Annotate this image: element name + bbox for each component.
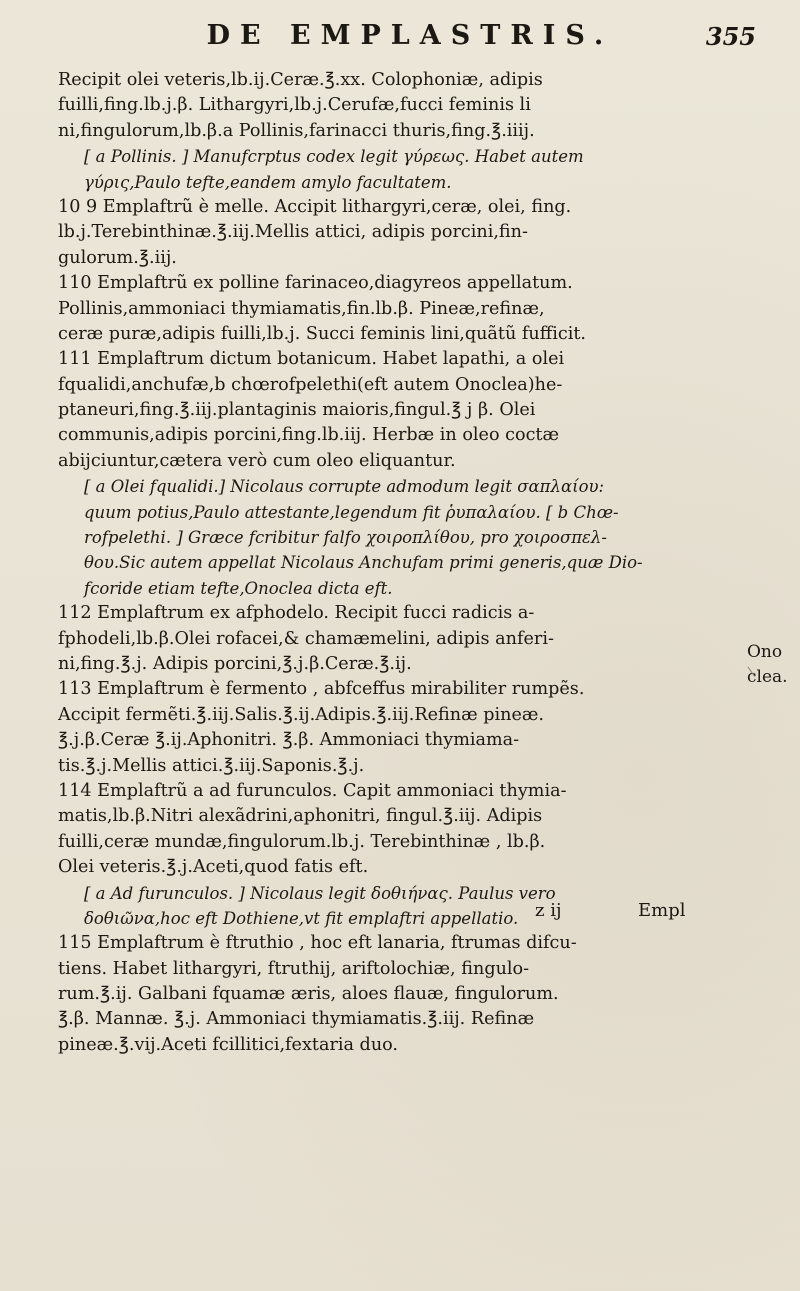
- annotation-line: γύρις,Paulo tefte,eandem amylo facultatem.: [84, 172, 452, 192]
- catchword: Empl: [638, 900, 686, 921]
- text-line: fphodeli,lb.β.Olei rofacei,& chamæmelini, adipis anferi-: [58, 628, 554, 649]
- annotation-line: δοθιῶνα,hoc eft Dothiene,vt fit emplaftri appellatio.: [84, 908, 519, 928]
- running-head: DE EMPLASTRIS.: [206, 20, 614, 51]
- annotation-line: θου.Sic autem appellat Nicolaus Anchufam primi generis,quæ Dio-: [84, 553, 643, 573]
- text-line: Accipit fermẽti.℥.iij.Salis.℥.ij.Adipis.℥.iij.Refinæ pineæ.: [58, 704, 544, 725]
- text-line: ni,fingulorum,lb.β.a Pollinis,farinacci thuris,fing.℥.iiij.: [58, 120, 535, 141]
- text-line: fqualidi,anchufæ,b chœrofpelethi(eft autem Onoclea)he-: [58, 374, 563, 395]
- text-line: ptaneuri,fing.℥.iij.plantaginis maioris,fingul.℥ j β. Olei: [58, 400, 536, 421]
- annotation-line: fcoride etiam tefte,Onoclea dicta eft.: [84, 578, 393, 598]
- text-line: 110 Emplaftrũ ex polline farinaceo,diagyreos appellatum.: [58, 273, 573, 294]
- text-line: gulorum.℥.iij.: [58, 247, 177, 268]
- margin-note: Ono clea.: [747, 642, 788, 687]
- annotation-line: [ a Olei fqualidi.] Nicolaus corrupte admodum legit σαπλαίου:: [84, 477, 605, 497]
- annotation-line: rofpelethi. ] Græce fcribitur falfo χοιροπλίθου, pro χοιροσπελ-: [84, 528, 607, 548]
- text-line: fuilli,ceræ mundæ,fingulorum.lb.j. Terebinthinæ , lb.β.: [58, 831, 546, 852]
- text-line: 113 Emplaftrum è fermento , abfceffus mirabiliter rumpẽs.: [58, 679, 585, 700]
- text-line: ni,fing.℥.j. Adipis porcini,℥.j.β.Ceræ.℥.ij.: [58, 653, 412, 674]
- text-line: tis.℥.j.Mellis attici.℥.iij.Saponis.℥.j.: [58, 755, 365, 776]
- text-line: Recipit olei veteris,lb.ij.Ceræ.℥.xx. Colophoniæ, adipis: [58, 70, 543, 90]
- text-line: Olei veteris.℥.j.Aceti,quod fatis eft.: [58, 857, 369, 878]
- text-line: pineæ.℥.vij.Aceti fcillitici,fextaria duo.: [58, 1034, 399, 1055]
- text-line: 114 Emplaftrũ a ad furunculos. Capit ammoniaci thymia-: [58, 780, 567, 801]
- text-line: 111 Emplaftrum dictum botanicum. Habet lapathi, a olei: [58, 349, 565, 370]
- text-line: ℥.j.β.Ceræ ℥.ij.Aphonitri. ℥.β. Ammoniaci thymiama-: [58, 730, 520, 751]
- page-number: 355: [705, 22, 756, 51]
- signature-mark: z ij: [535, 900, 562, 921]
- text-line: lb.j.Terebinthinæ.℥.iij.Mellis attici, adipis porcini,fin-: [58, 222, 528, 243]
- text-line: Pollinis,ammoniaci thymiamatis,fin.lb.β. Pineæ,refinæ,: [58, 298, 545, 319]
- text-line: communis,adipis porcini,fing.lb.iij. Herbæ in oleo coctæ: [58, 425, 560, 446]
- text-line: tiens. Habet lithargyri, ftruthij, ariftolochiæ, fingulo-: [58, 958, 530, 979]
- text-line: 115 Emplaftrum è ftruthio , hoc eft lanaria, ftrumas difcu-: [58, 933, 577, 954]
- catchwords-line: [58, 900, 753, 926]
- page-header: [60, 20, 760, 60]
- text-line: matis,lb.β.Nitri alexãdrini,aphonitri, fingul.℥.iij. Adipis: [58, 806, 543, 827]
- text-line: 112 Emplaftrum ex afphodelo. Recipit fucci radicis a-: [58, 603, 535, 624]
- annotation-line: quum potius,Paulo attestante,legendum fit ῥυπαλαίου. [ b Chœ-: [84, 502, 619, 522]
- annotation-line: [ a Pollinis. ] Manufcrptus codex legit γύρεως. Habet autem: [84, 147, 584, 167]
- text-line: abijciuntur,cætera verò cum oleo eliquantur.: [58, 450, 456, 471]
- text-line: rum.℥.ij. Galbani fquamæ æris, aloes flauæ, fingulorum.: [58, 984, 559, 1005]
- text-line: ceræ puræ,adipis fuilli,lb.j. Succi feminis lini,quãtũ fufficit.: [58, 323, 587, 344]
- text-line: ℥.β. Mannæ. ℥.j. Ammoniaci thymiamatis.℥.iij. Refinæ: [58, 1009, 535, 1030]
- annotation-line: [ a Ad furunculos. ] Nicolaus legit δοθιήνας. Paulus vero: [84, 883, 556, 903]
- text-line: fuilli,fing.lb.j.β. Lithargyri,lb.j.Cerufæ,fucci feminis li: [58, 95, 531, 116]
- text-line: 10 9 Emplaftrũ è melle. Accipit lithargyri,ceræ, olei, fing.: [58, 196, 572, 217]
